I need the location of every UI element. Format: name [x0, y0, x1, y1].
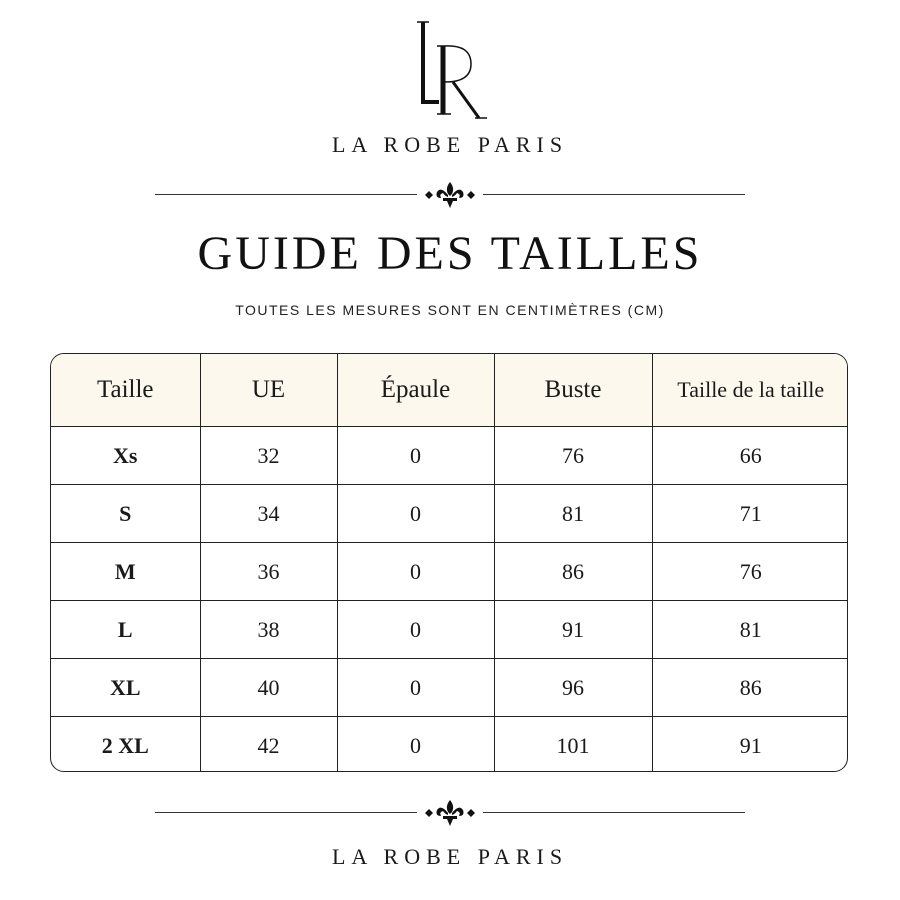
table-row [51, 659, 848, 717]
ornamental-divider [155, 180, 745, 210]
table-cell: 34 [200, 485, 337, 543]
size-cell: M [51, 543, 200, 601]
table-header-row [51, 354, 848, 427]
table-cell: 36 [200, 543, 337, 601]
table-cell: 71 [652, 485, 848, 543]
divider-line [483, 812, 745, 813]
table-cell: 0 [337, 427, 494, 485]
page-subtitle: TOUTES LES MESURES SONT EN CENTIMÈTRES (CM) [235, 302, 665, 318]
brand-logo [0, 14, 900, 124]
size-cell: S [51, 485, 200, 543]
table-row [51, 485, 848, 543]
table-cell: 0 [337, 601, 494, 659]
size-cell: L [51, 601, 200, 659]
table-cell: 42 [200, 717, 337, 773]
table-cell: 0 [337, 485, 494, 543]
table-row [51, 427, 848, 485]
table-cell: 91 [494, 601, 652, 659]
divider-line [155, 812, 417, 813]
table-cell: 86 [652, 659, 848, 717]
table-cell: 0 [337, 659, 494, 717]
table-cell: 101 [494, 717, 652, 773]
brand-name: LA ROBE PARIS [331, 132, 569, 157]
table-cell: 32 [200, 427, 337, 485]
table-cell: 86 [494, 543, 652, 601]
page-title: GUIDE DES TAILLES [197, 227, 703, 280]
size-cell: XL [51, 659, 200, 717]
column-header: Épaule [337, 354, 494, 427]
column-header: UE [200, 354, 337, 427]
ornamental-divider [155, 798, 745, 828]
table-cell: 40 [200, 659, 337, 717]
table-row [51, 717, 848, 773]
column-header: Taille [51, 354, 200, 427]
table-cell: 76 [494, 427, 652, 485]
divider-line [155, 194, 417, 195]
table-cell: 0 [337, 717, 494, 773]
lr-monogram-icon [395, 14, 505, 124]
table-cell: 91 [652, 717, 848, 773]
divider-line [483, 194, 745, 195]
fleur-de-lis-icon [421, 798, 479, 828]
column-header: Buste [494, 354, 652, 427]
size-table [50, 353, 848, 772]
size-cell: 2 XL [51, 717, 200, 773]
table-cell: 76 [652, 543, 848, 601]
footer-brand-name: LA ROBE PARIS [331, 844, 569, 869]
table-row [51, 601, 848, 659]
table-cell: 96 [494, 659, 652, 717]
fleur-de-lis-icon [421, 180, 479, 210]
size-cell: Xs [51, 427, 200, 485]
table-cell: 66 [652, 427, 848, 485]
table-row [51, 543, 848, 601]
column-header: Taille de la taille [652, 354, 848, 427]
table-cell: 81 [652, 601, 848, 659]
table-cell: 38 [200, 601, 337, 659]
table-cell: 81 [494, 485, 652, 543]
table-cell: 0 [337, 543, 494, 601]
